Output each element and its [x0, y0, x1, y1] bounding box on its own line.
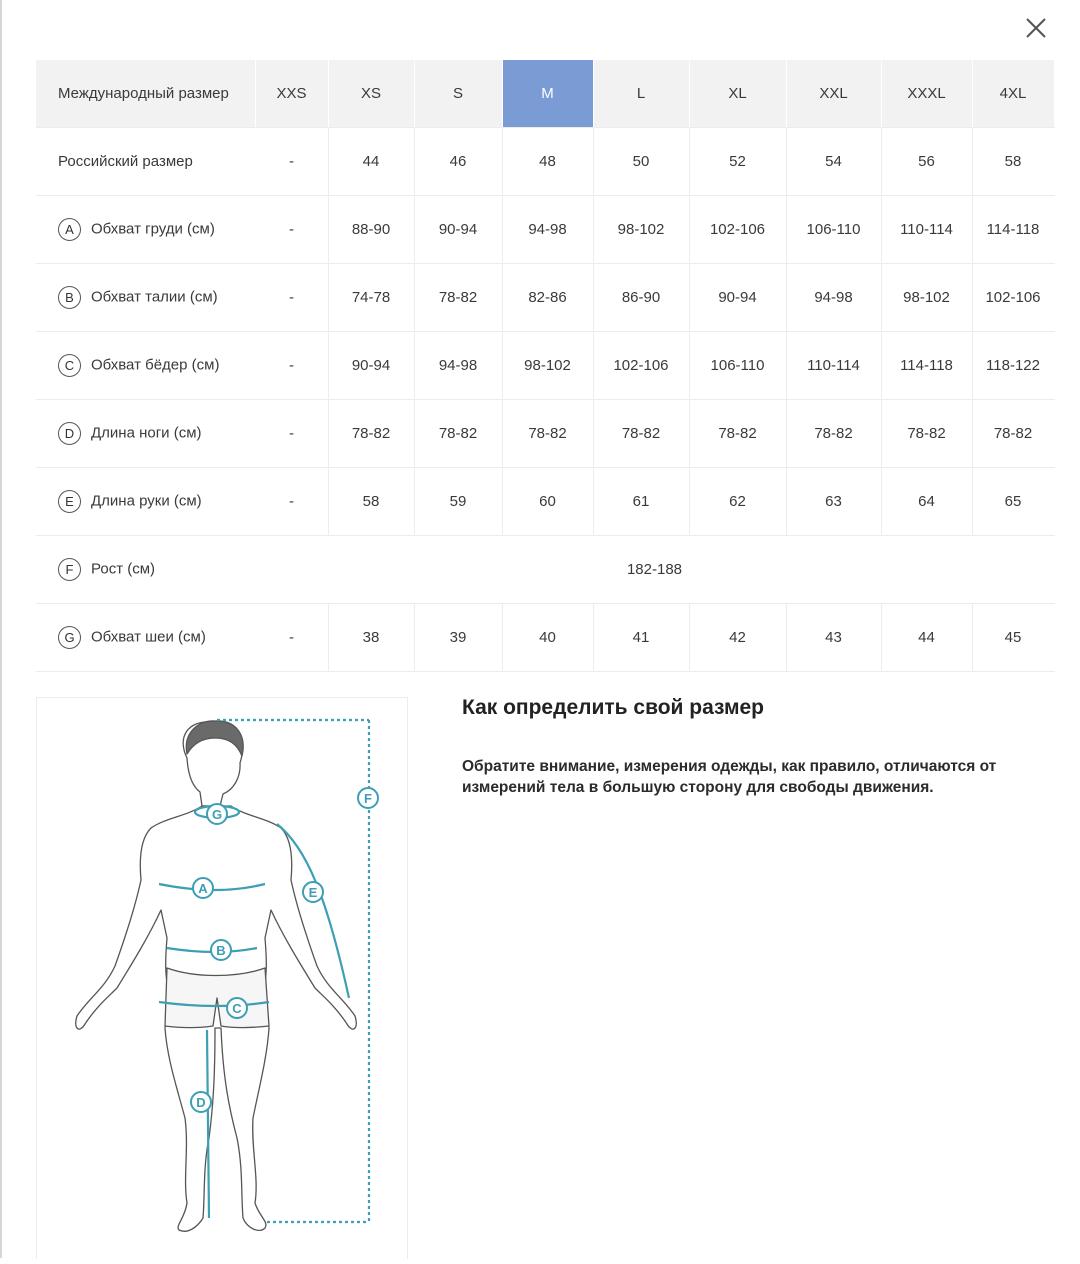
table-cell: -	[255, 196, 328, 264]
letter-f-badge: F	[58, 558, 81, 581]
table-cell: 78-82	[881, 400, 972, 468]
table-cell: 63	[786, 468, 881, 536]
header-label: Международный размер	[36, 60, 255, 128]
row-label: Обхват бёдер (см)	[91, 356, 220, 374]
table-cell-span: 182-188	[255, 536, 1054, 604]
table-cell: 118-122	[972, 332, 1054, 400]
table-row-arm-length	[36, 468, 1054, 536]
letter-e-badge: E	[58, 490, 81, 513]
table-cell: 50	[593, 128, 689, 196]
marker-f	[358, 788, 378, 808]
table-cell: 62	[689, 468, 786, 536]
size-l[interactable]: L	[593, 60, 689, 128]
table-cell: 78-82	[502, 400, 593, 468]
table-cell: 61	[593, 468, 689, 536]
table-cell: 90-94	[414, 196, 502, 264]
table-cell: 58	[328, 468, 414, 536]
letter-b-badge: B	[58, 286, 81, 309]
table-cell: 98-102	[593, 196, 689, 264]
table-cell: 94-98	[502, 196, 593, 264]
svg-text:E: E	[308, 885, 318, 900]
table-cell: 52	[689, 128, 786, 196]
table-cell: 90-94	[689, 264, 786, 332]
table-cell: 106-110	[689, 332, 786, 400]
table-cell: 102-106	[972, 264, 1054, 332]
size-xl[interactable]: XL	[689, 60, 786, 128]
row-label: Обхват груди (см)	[91, 220, 215, 238]
svg-text:G: G	[211, 807, 223, 822]
table-cell: -	[255, 400, 328, 468]
table-cell: 98-102	[502, 332, 593, 400]
table-row-waist	[36, 264, 1054, 332]
table-cell: 94-98	[414, 332, 502, 400]
row-label: Обхват шеи (см)	[91, 628, 206, 646]
table-cell: 44	[328, 128, 414, 196]
row-label: Длина руки (см)	[91, 492, 202, 510]
table-cell: 82-86	[502, 264, 593, 332]
table-cell: 65	[972, 468, 1054, 536]
table-row-leg-length	[36, 400, 1054, 468]
table-cell: -	[255, 128, 328, 196]
size-xs[interactable]: XS	[328, 60, 414, 128]
svg-text:B: B	[216, 943, 226, 958]
size-xxl[interactable]: XXL	[786, 60, 881, 128]
body-figure-illustration	[37, 698, 407, 1259]
table-cell: 42	[689, 604, 786, 672]
table-cell: 102-106	[689, 196, 786, 264]
left-frame-edge	[0, 0, 2, 1258]
table-cell: 110-114	[786, 332, 881, 400]
table-row-hips	[36, 332, 1054, 400]
table-cell: 39	[414, 604, 502, 672]
table-cell: 110-114	[881, 196, 972, 264]
body-measurement-figure	[36, 697, 408, 1259]
table-cell: 78-82	[972, 400, 1054, 468]
svg-text:A: A	[198, 881, 208, 896]
table-cell: 54	[786, 128, 881, 196]
table-cell: 59	[414, 468, 502, 536]
size-m[interactable]: M	[502, 60, 593, 128]
table-cell: 38	[328, 604, 414, 672]
letter-a-badge: A	[58, 218, 81, 241]
marker-b	[211, 940, 231, 960]
table-cell: -	[255, 468, 328, 536]
table-cell: 40	[502, 604, 593, 672]
marker-c	[227, 998, 247, 1018]
table-cell: 78-82	[689, 400, 786, 468]
letter-c-badge: C	[58, 354, 81, 377]
table-cell: 114-118	[881, 332, 972, 400]
table-cell: 98-102	[881, 264, 972, 332]
table-cell: 88-90	[328, 196, 414, 264]
table-cell: 41	[593, 604, 689, 672]
table-cell: 60	[502, 468, 593, 536]
table-cell: 46	[414, 128, 502, 196]
table-cell: 56	[881, 128, 972, 196]
howto-title: Как определить свой размер	[462, 696, 765, 719]
marker-a	[193, 878, 213, 898]
table-row-height	[36, 536, 1054, 604]
table-cell: 78-82	[786, 400, 881, 468]
table-cell: 86-90	[593, 264, 689, 332]
table-cell: 106-110	[786, 196, 881, 264]
svg-text:C: C	[232, 1001, 242, 1016]
table-cell: 58	[972, 128, 1054, 196]
table-cell: -	[255, 604, 328, 672]
table-cell: -	[255, 264, 328, 332]
row-label: Российский размер	[36, 128, 255, 196]
letter-g-badge: G	[58, 626, 81, 649]
svg-text:F: F	[364, 791, 372, 806]
size-table	[36, 60, 1055, 672]
table-cell: 114-118	[972, 196, 1054, 264]
table-cell: 74-78	[328, 264, 414, 332]
table-cell: 44	[881, 604, 972, 672]
table-cell: 45	[972, 604, 1054, 672]
row-label: Обхват талии (см)	[91, 288, 218, 306]
table-row-russian-size	[36, 128, 1054, 196]
row-label: Рост (см)	[91, 560, 156, 578]
size-xxxl[interactable]: XXXL	[881, 60, 972, 128]
table-row-chest	[36, 196, 1054, 264]
table-cell: 78-82	[414, 400, 502, 468]
table-cell: 90-94	[328, 332, 414, 400]
header-row	[36, 60, 1054, 128]
table-cell: 78-82	[593, 400, 689, 468]
marker-g	[207, 804, 227, 824]
marker-e	[303, 882, 323, 902]
size-4xl[interactable]: 4XL	[972, 60, 1054, 128]
svg-text:D: D	[196, 1095, 206, 1110]
table-cell: 48	[502, 128, 593, 196]
close-icon[interactable]	[1018, 10, 1054, 46]
table-cell: 102-106	[593, 332, 689, 400]
marker-d	[191, 1092, 211, 1112]
size-s[interactable]: S	[414, 60, 502, 128]
table-row-neck	[36, 604, 1054, 672]
table-cell: 94-98	[786, 264, 881, 332]
table-cell: 78-82	[328, 400, 414, 468]
howto-text: Обратите внимание, измерения одежды, как правило, отличаются от измерений тела в большую сторону для свободы движения.	[462, 758, 997, 796]
row-label: Длина ноги (см)	[91, 424, 202, 442]
letter-d-badge: D	[58, 422, 81, 445]
table-cell: -	[255, 332, 328, 400]
table-cell: 43	[786, 604, 881, 672]
size-xxs[interactable]: XXS	[255, 60, 328, 128]
table-cell: 78-82	[414, 264, 502, 332]
table-cell: 64	[881, 468, 972, 536]
